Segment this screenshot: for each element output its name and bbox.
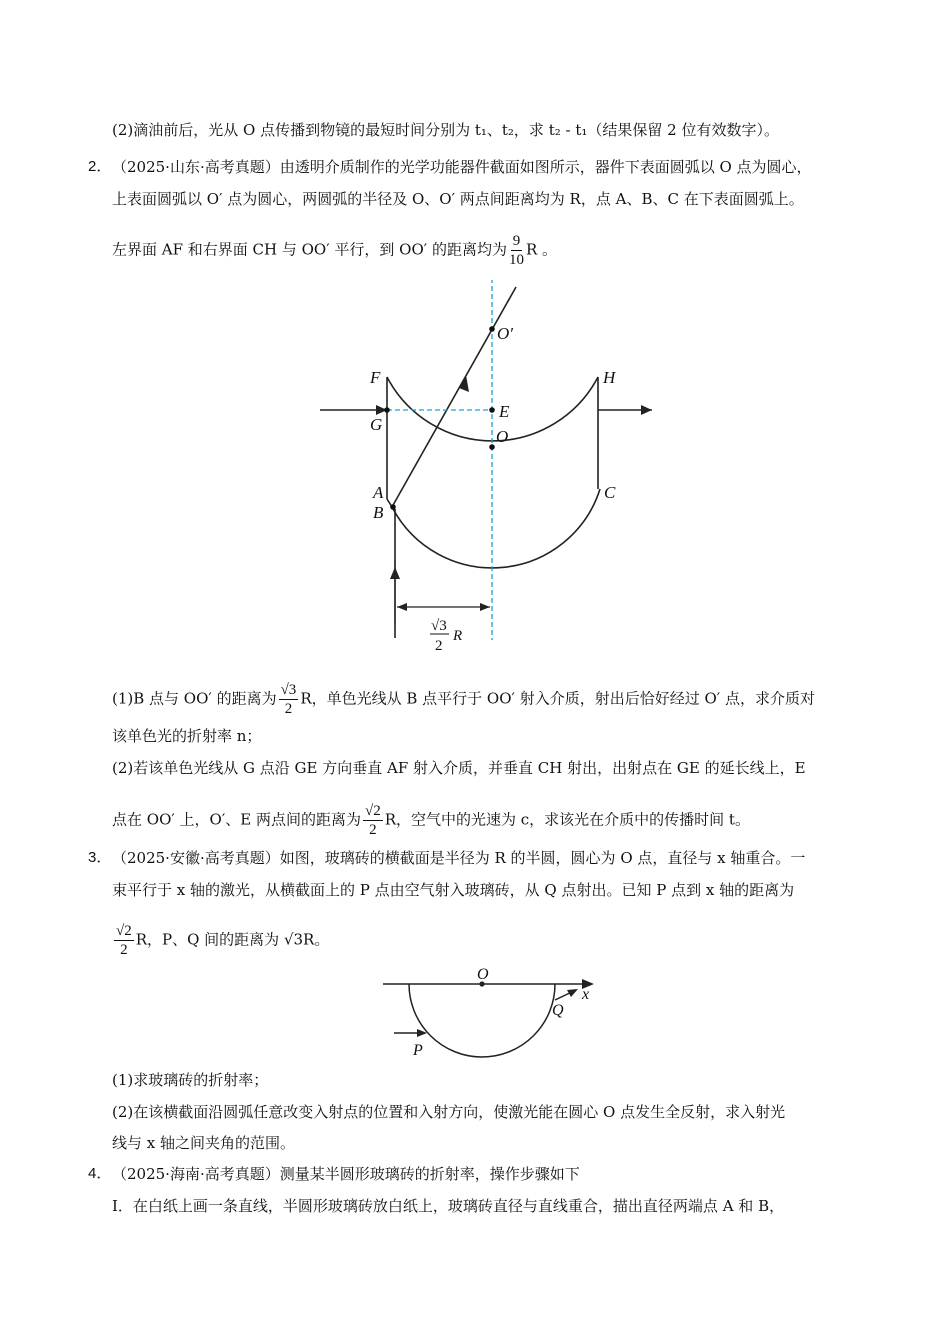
question-number: 3． (88, 849, 112, 866)
q2-part1-line2: 该单色光的折射率 n； (112, 727, 262, 745)
q3-part1: (1)求玻璃砖的折射率； (112, 1071, 269, 1089)
q3-part2-line1: (2)在该横截面沿圆弧任意改变入射点的位置和入射方向，使激光能在圆心 O 点发生全反射，求入射光 (112, 1103, 786, 1121)
dim-2: 2 (435, 638, 443, 650)
question-source: （2025·山东·高考真题） (112, 158, 280, 176)
q2-stem-line3 (112, 232, 557, 269)
question-number: 4． (88, 1165, 112, 1182)
q2-stem-line1 (112, 157, 812, 177)
q2-part2-line2: 点在 OO′ 上，O′、E 两点间的距离为 $\frac{√2}{2}$ R，空气中的光速为 c，求该光在介质中的传播时间 t。 (112, 803, 750, 838)
q3-figure (380, 960, 610, 1060)
label-O-prime: O′ (497, 324, 513, 343)
fraction-sqrt2-2: $\frac{√2}{2}$ (116, 923, 132, 958)
q2-text-1: 由透明介质制作的光学功能器件截面如图所示，器件下表面圆弧以 O 点为圆心， (279, 158, 812, 176)
fraction-9-10: $\frac{9}{10}$ (508, 233, 524, 268)
arrow-outgoing (641, 405, 652, 415)
label-H: H (603, 368, 616, 387)
refracted-ray (392, 287, 516, 507)
q3-stem-line1: （2025·安徽·高考真题）如图，玻璃砖的横截面是半径为 R 的半圆，圆心为 O 点，直径与 x 轴重合。一 (112, 849, 806, 867)
arrow-vertical (390, 567, 400, 579)
q4-step1: I．在白纸上画一条直线，半圆形玻璃砖放白纸上，玻璃砖直径与直线重合，描出直径两端点 A 和 B， (112, 1197, 785, 1215)
label-E: E (499, 402, 510, 421)
q4-stem-line1: （2025·海南·高考真题）测量某半圆形玻璃砖的折射率，操作步骤如下 (112, 1165, 580, 1183)
q2-part1-line1: (1)B 点与 OO′ 的距离为 $\frac{√3}{2}$ R，单色光线从 B 点平行于 OO′ 射入介质，射出后恰好经过 O′ 点，求介质对 (112, 682, 815, 717)
q3-stem-line2: 束平行于 x 轴的激光，从横截面上的 P 点由空气射入玻璃砖，从 Q 点射出。已知 P 点到 x 轴的距离为 (112, 881, 795, 899)
q3-stem-line3: $\frac{√2}{2}$ R，P、Q 间的距离为 √3R。 (116, 923, 330, 958)
q2-text-3b: R 。 (525, 240, 558, 259)
q2-text-3a: 左界面 AF 和右界面 CH 与 OO′ 平行，到 OO′ 的距离均为 (112, 240, 507, 259)
label-O: O (477, 966, 489, 983)
q2-figure (310, 280, 670, 650)
label-O: O (496, 427, 509, 446)
label-x: x (582, 986, 590, 1003)
label-B: B (373, 503, 384, 522)
label-F: F (370, 368, 381, 387)
label-A: A (373, 483, 384, 502)
q1-part2: (2)滴油前后，光从 O 点传播到物镜的最短时间分别为 t₁、t₂，求 t₂ - t₁（结果保留 2 位有效数字）。 (112, 121, 779, 139)
dim-R: R (453, 628, 463, 644)
label-C: C (604, 483, 616, 502)
label-P: P (413, 1042, 423, 1059)
dim-sqrt3: √3 (431, 618, 447, 634)
q2-stem-line2: 上表面圆弧以 O′ 点为圆心，两圆弧的半径及 O、O′ 两点间距离均为 R，点 A、B、C 在下表面圆弧上。 (112, 190, 804, 208)
question-source: （2025·海南·高考真题） (112, 1165, 280, 1183)
fraction-sqrt3-2: $\frac{√3}{2}$ (280, 682, 297, 717)
q2-part2-line1: (2)若该单色光线从 G 点沿 GE 方向垂直 AF 射入介质，并垂直 CH 射出，出射点在 GE 的延长线上，E (112, 759, 806, 777)
lower-arc (392, 489, 600, 568)
q3-part2-line2: 线与 x 轴之间夹角的范围。 (112, 1134, 295, 1152)
fraction-sqrt2-2: $\frac{√2}{2}$ (364, 803, 381, 838)
label-G: G (370, 415, 383, 434)
label-Q: Q (552, 1002, 564, 1019)
question-number: 2． (88, 158, 112, 175)
semicircle (409, 984, 555, 1057)
arrow-slanted (459, 375, 469, 392)
question-source: （2025·安徽·高考真题） (112, 849, 280, 867)
